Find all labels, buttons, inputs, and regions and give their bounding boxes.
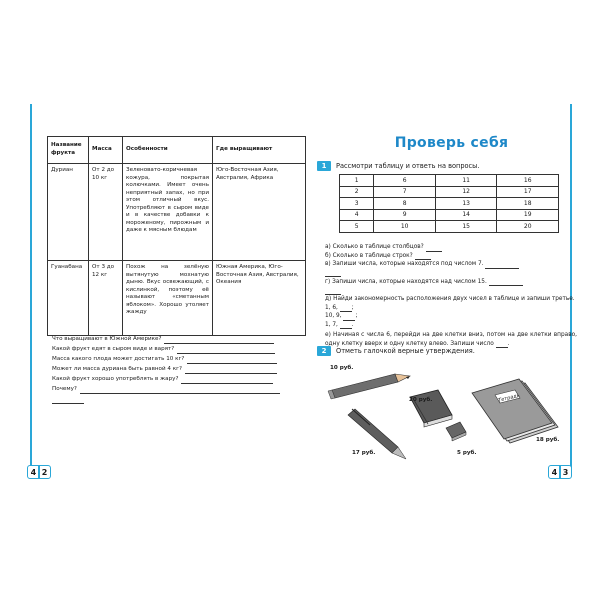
grid-row: 1 6 11 16 (340, 175, 559, 187)
question-1: Что выращивают в Южной Америке? (52, 334, 302, 344)
question-b: б) Сколько в таблице строк? (325, 252, 577, 261)
answer-line[interactable] (426, 245, 442, 252)
price-big-notebook: 18 руб. (536, 437, 560, 443)
price-eraser: 5 руб. (457, 450, 477, 456)
cell-where: Южная Америка, Юго-Восточная Азия, Австралия, Океания (213, 261, 306, 336)
task-number-badge: 2 (317, 346, 331, 356)
question-a: а) Сколько в таблице столбцов? (325, 243, 577, 252)
fruit-table (47, 136, 306, 336)
answer-line[interactable] (185, 366, 277, 374)
question-v-line (325, 269, 577, 278)
cell-features: Зеленовато-коричневая кожура, покрытая колючками. Имеет очень неприятный запах, но при этом отличный вкус. Употребляют в сыром виде и в качестве добавки к мороженому, пирожным и даже к мясным блюдам (123, 164, 213, 261)
answer-line[interactable] (340, 322, 352, 329)
answer-line[interactable] (80, 386, 280, 394)
answer-line[interactable] (177, 346, 275, 354)
answer-line[interactable] (52, 396, 84, 404)
answer-line[interactable] (489, 279, 523, 286)
cell-where: Юго-Восточная Азия, Австралия, Африка (213, 164, 306, 261)
question-g-line (325, 286, 577, 295)
table-row (48, 261, 306, 336)
grid-row: 5 10 15 20 (340, 221, 559, 233)
cell-mass: От 2 до 10 кг (89, 164, 123, 261)
number-grid (339, 174, 559, 233)
grid-row: 4 9 14 19 (340, 209, 559, 221)
price-small-notebook: 20 руб. (409, 397, 433, 403)
question-3: Масса какого плода может достигать 10 кг? (52, 354, 302, 364)
sequence-1: 1, 6, ; (325, 304, 354, 311)
left-page-number: 4 2 (27, 465, 51, 479)
question-2: Какой фрукт едят в сыром виде и варят? (52, 344, 302, 354)
header-fruit-name: Название фрукта (48, 137, 89, 164)
question-v: в) Запиши числа, которые находятся под числом 7. (325, 260, 577, 269)
table-row (48, 164, 306, 261)
answer-line[interactable] (343, 314, 355, 321)
sequence-3: 1, 7, . (325, 321, 354, 328)
header-mass: Масса (89, 137, 123, 164)
question-4: Может ли масса дуриана быть равной 4 кг? (52, 364, 302, 374)
fruit-questions (52, 334, 302, 404)
small-notebook-icon (410, 390, 452, 427)
question-g: г) Запиши числа, которые находятся над числом 15. (325, 278, 577, 287)
answer-line[interactable] (164, 336, 274, 344)
table-header-row (48, 137, 306, 164)
question-d: д) Найди закономерность расположения двух чисел в таблице и запиши третье. (325, 296, 575, 302)
answer-line[interactable] (340, 305, 352, 312)
header-where: Где выращивают (213, 137, 306, 164)
cell-features: Похож на зелёную вытянутую мохнатую дыню. Вкус освежающий, с кислинкой, поэтому её называют «сметанным яблоком». Хорошо утоляет жажду (123, 261, 213, 336)
page-title: Проверь себя (394, 135, 509, 151)
right-page-number: 4 3 (548, 465, 572, 479)
answer-line[interactable] (325, 270, 341, 277)
eraser-icon (446, 422, 466, 441)
cell-name: Дуриан (48, 164, 89, 261)
task-1-heading (317, 161, 479, 171)
header-features: Особенности (123, 137, 213, 164)
task-2-text: Отметь галочкой верные утверждения. (336, 347, 475, 355)
answer-line[interactable] (181, 376, 273, 384)
price-pencil: 10 руб. (330, 365, 354, 371)
sequence-2: 10, 9, ; (325, 313, 358, 319)
cell-mass: От 3 до 12 кг (89, 261, 123, 336)
task-number-badge: 1 (317, 161, 331, 171)
grid-row: 2 7 12 17 (340, 186, 559, 198)
answer-line[interactable] (325, 288, 341, 295)
big-notebook-icon (472, 379, 558, 443)
cell-name: Гуанабана (48, 261, 89, 336)
question-6-extra-line (52, 394, 302, 404)
school-supplies-illustration (310, 345, 570, 465)
question-e: е) Начиная с числа 6, перейди на две клетки вниз, потом на две клетки вправо, одну клетку вверх и одну клетку влево. Запиши число . (325, 332, 577, 347)
answer-line[interactable] (415, 253, 431, 260)
grid-row: 3 8 13 18 (340, 198, 559, 210)
notebook-cover-label: Тетрадь (497, 392, 521, 404)
task-1-questions (325, 243, 577, 348)
price-pen: 17 руб. (352, 450, 376, 456)
question-6: Почему? (52, 384, 302, 394)
left-page-margin-line (30, 104, 32, 474)
answer-line[interactable] (187, 356, 277, 364)
task-1-text: Рассмотри таблицу и ответь на вопросы. (336, 162, 480, 170)
answer-line[interactable] (485, 262, 519, 269)
pencil-icon (328, 374, 410, 399)
question-5: Какой фрукт хорошо употреблять в жару? (52, 374, 302, 384)
